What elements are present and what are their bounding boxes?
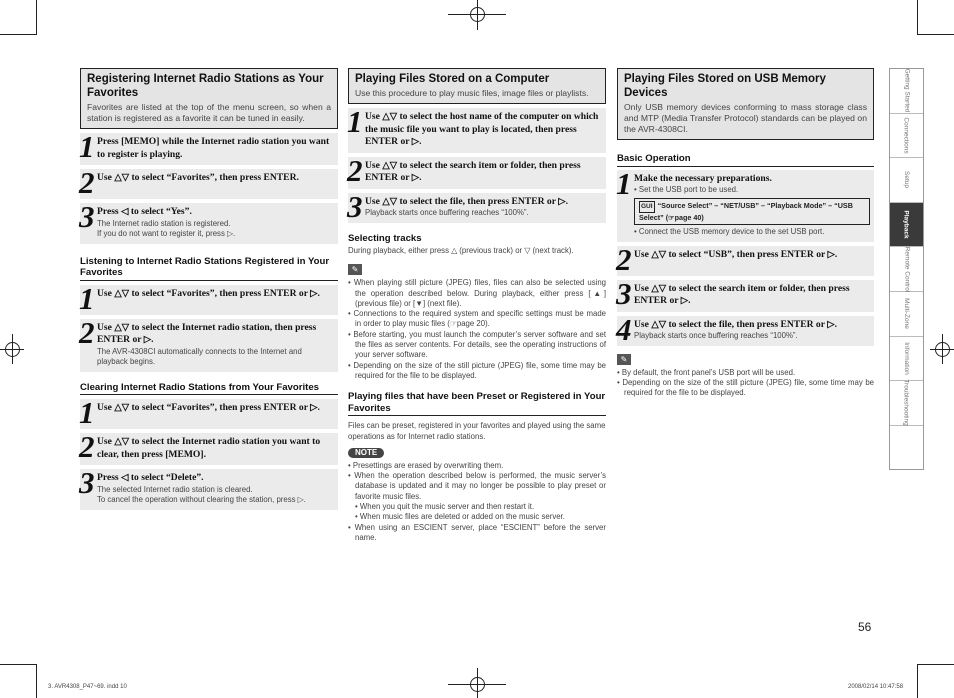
step-3	[79, 199, 338, 244]
step-number: 1	[79, 280, 95, 316]
section-header	[617, 68, 874, 140]
registration-mark	[935, 342, 950, 357]
step-number: 2	[79, 429, 95, 464]
section-header	[80, 68, 338, 129]
step-number: 1	[79, 129, 95, 164]
step-text: Use △▽ to select the Internet radio station you want to clear, then press [MEMO].	[97, 436, 321, 460]
tab-playback	[890, 203, 923, 248]
step-2	[79, 165, 338, 200]
tab-information	[890, 337, 923, 382]
column-internet-radio-favorites	[80, 68, 338, 510]
step-3	[347, 188, 606, 224]
step-text: Use △▽ to select “Favorites”, then press ENTER or ▷.	[97, 402, 320, 413]
step-text: Use △▽ to select the host name of the computer on which the music file you want to play is located, then press ENTER or ▷.	[365, 111, 599, 147]
step-detail: To cancel the operation without clearing the station, press ▷.	[97, 495, 306, 504]
tab-label: Multi-Zone	[903, 298, 910, 330]
gui-menu-path	[634, 198, 870, 225]
step-number: 2	[347, 152, 363, 188]
tab-label: Information	[903, 342, 910, 375]
gui-path-text: “Source Select” – “NET/USB” – “Playback Mode” – “USB Select” (☞page 40)	[639, 201, 853, 222]
step-1	[79, 280, 338, 316]
step-detail: The selected Internet radio station is cleared.	[97, 484, 253, 494]
tab-getting-started	[890, 69, 923, 114]
step-text: Press ◁ to select “Yes”.	[97, 206, 192, 217]
bullet-text: When music files are deleted or added on the music server.	[359, 512, 565, 522]
bullet-list	[348, 461, 606, 543]
bullet-item: • Set the USB port to be used.	[634, 185, 739, 194]
section-title: Playing Files Stored on USB Memory Devices	[624, 73, 826, 99]
bullet-text: Set the USB port to be used.	[638, 185, 739, 194]
step-3	[79, 465, 338, 510]
subheading: Playing files that have been Preset or Registered in Your Favorites	[348, 391, 606, 416]
paragraph: During playback, either press △ (previous track) or ▽ (next track).	[348, 246, 574, 255]
bullet-list	[348, 278, 606, 381]
subheading: Basic Operation	[617, 153, 874, 167]
tab-label: Troubleshooting	[903, 379, 910, 427]
section-description: Use this procedure to play music files, image files or playlists.	[355, 88, 589, 98]
step-1	[347, 104, 606, 153]
step-1	[79, 129, 338, 165]
step-number: 2	[79, 314, 95, 350]
step-list	[616, 241, 874, 347]
step-number: 3	[616, 275, 632, 311]
page-number: 56	[858, 620, 872, 634]
crop-mark	[36, 664, 37, 698]
bullet-item: • When using an ESCIENT server, place “ESCIENT” before the server name.	[348, 522, 606, 542]
step-text: Use △▽ to select the Internet radio station, then press ENTER or ▷.	[97, 321, 317, 345]
step-number: 1	[347, 104, 363, 139]
step-2	[616, 241, 874, 277]
tab-troubleshooting	[890, 381, 923, 426]
bullet-text: When using an ESCIENT server, place “ESCIENT” before the server name.	[354, 522, 606, 542]
crop-mark	[36, 0, 37, 34]
step-list	[79, 129, 338, 244]
step-text: Press ◁ to select “Delete”.	[97, 472, 204, 483]
note-badge: NOTE	[348, 448, 384, 458]
step-text: Use △▽ to select the file, then press ENTER or ▷.	[365, 195, 568, 207]
pencil-icon: ✎	[348, 264, 362, 275]
step-1	[79, 395, 338, 430]
tab-label: Connections	[903, 117, 911, 154]
bullet-item: • Connect the USB memory device to the set USB port.	[634, 227, 825, 237]
step-number: 3	[347, 188, 363, 224]
step-number: 3	[79, 465, 95, 500]
registration-mark	[470, 677, 485, 692]
paragraph: Files can be preset, registered in your favorites and played using the same operations as for Internet radio stations.	[348, 421, 606, 441]
section-title: Playing Files Stored on a Computer	[355, 73, 550, 85]
step-detail: Playback starts once buffering reaches “100%”.	[365, 208, 529, 217]
bullet-text: When the operation described below is performed, the music server’s database is updated and it may no longer be possible to play preset or favorite music files.	[354, 471, 606, 501]
bullet-text: When playing still picture (JPEG) files, files can also be selected using the operation described below. During playback, either press [▲] (previous file) or [▼] (next file).	[353, 278, 607, 308]
tab-setup	[890, 158, 923, 203]
bullet-item: • By default, the front panel’s USB port will be used.	[617, 367, 796, 377]
bullet-item: • Before starting, you must launch the computer’s server software and set the files as server contents. For details, see the operating instructions of your server software.	[348, 329, 607, 360]
bullet-item: • When you quit the music server and then restart it.	[355, 502, 535, 512]
bullet-item: • When music files are deleted or added on the music server.	[355, 512, 565, 522]
step-2	[347, 152, 606, 189]
bullet-item: • When the operation described below is performed, the music server’s database is updated and it may no longer be possible to play preset or favorite music files.	[348, 471, 606, 501]
step-4	[616, 311, 874, 347]
section-description: Favorites are listed at the top of the menu screen, so when a station is registered as a favorite it can be tuned in easily.	[87, 102, 331, 123]
step-number: 1	[79, 395, 95, 430]
tab-multi-zone	[890, 292, 923, 337]
crop-mark	[917, 664, 918, 698]
step-number: 1	[616, 165, 632, 201]
step-2	[79, 314, 338, 372]
bullet-text: Connections to the required system and specific settings must be made in order to play music files (☞page 20).	[353, 309, 606, 329]
bullet-text: By default, the front panel’s USB port will be used.	[621, 367, 796, 377]
tab-remote-control	[890, 247, 923, 292]
step-number: 4	[616, 311, 632, 347]
bullet-text: Before starting, you must launch the computer’s server software and set the files as server contents. For details, see the operating instructions of your server software.	[353, 329, 607, 360]
step-detail: Playback starts once buffering reaches “100%”.	[634, 331, 798, 341]
bullet-list	[617, 368, 874, 399]
bullet-text: Depending on the size of the still picture (JPEG) file, some time may be required for the file to be displayed.	[622, 377, 874, 398]
gui-icon: GUI	[639, 201, 655, 213]
step-text: Use △▽ to select the search item or folder, then press ENTER or ▷.	[365, 159, 581, 183]
footer-file: 3. AVR4308_P47~69. indd 10	[48, 684, 127, 690]
tab-connections	[890, 114, 923, 159]
step-number: 2	[616, 241, 632, 277]
crop-mark	[0, 664, 37, 665]
step-number: 2	[79, 165, 95, 200]
bullet-item: • Presettings are erased by overwriting them.	[348, 460, 504, 470]
step-text: Use △▽ to select the file, then press ENTER or ▷.	[634, 318, 837, 330]
bullet-text: When you quit the music server and then restart it.	[359, 502, 535, 512]
column-usb-playback	[617, 68, 874, 398]
subheading: Selecting tracks	[348, 232, 422, 244]
bullet-item: • Depending on the size of the still picture (JPEG) file, some time may be required for the file to be displayed.	[617, 377, 874, 398]
step-3	[616, 275, 874, 312]
step-text: Use △▽ to select “Favorites”, then press ENTER or ▷.	[97, 287, 320, 299]
section-header	[348, 68, 606, 104]
step-text: Make the necessary preparations.	[634, 172, 772, 184]
bullet-item: • Depending on the size of the still picture (JPEG) file, some time may be required for the file to be displayed.	[348, 360, 606, 380]
step-detail: If you do not want to register it, press ▷.	[97, 229, 236, 238]
registration-mark	[470, 7, 485, 22]
section-description: Only USB memory devices conforming to mass storage class and MTP (Media Transfer Protocol) standards can be played on the AVR-4308CI.	[624, 102, 867, 134]
step-1	[616, 165, 874, 242]
step-number: 3	[79, 199, 95, 234]
registration-mark	[5, 342, 20, 357]
chapter-tabs	[889, 68, 924, 470]
bullet-text: Presettings are erased by overwriting them.	[352, 460, 504, 470]
step-text: Use △▽ to select “Favorites”, then press ENTER.	[97, 172, 299, 183]
tab-label: Remote Control	[903, 246, 910, 292]
column-computer-playback	[348, 68, 606, 543]
crop-mark	[917, 0, 918, 34]
step-detail: The Internet radio station is registered.	[97, 218, 231, 228]
subheading: Listening to Internet Radio Stations Registered in Your Favorites	[80, 256, 338, 281]
crop-mark	[917, 664, 954, 665]
bullet-text: Depending on the size of the still picture (JPEG) file, some time may be required for the file to be displayed.	[353, 360, 606, 380]
step-detail: The AVR-4308CI automatically connects to the Internet and playback begins.	[97, 346, 302, 366]
section-title: Registering Internet Radio Stations as Your Favorites	[87, 73, 324, 99]
step-text: Press [MEMO] while the Internet radio station you want to register is playing.	[97, 136, 330, 160]
step-text: Use △▽ to select the search item or folder, then press ENTER or ▷.	[634, 282, 850, 307]
step-list	[347, 104, 606, 224]
tab-label: Playback	[903, 210, 910, 239]
step-2	[79, 429, 338, 465]
step-text: Use △▽ to select “USB”, then press ENTER or ▷.	[634, 248, 838, 260]
bullet-item: • When playing still picture (JPEG) files, files can also be selected using the operation described below. During playback, either press [▲] (previous file) or [▼] (next file).	[348, 278, 607, 308]
step-list	[79, 395, 338, 510]
tab-label: Setup	[903, 171, 910, 189]
bullet-item: • Connections to the required system and specific settings must be made in order to play music files (☞page 20).	[348, 309, 606, 329]
bullet-text: Connect the USB memory device to the set USB port.	[638, 227, 825, 237]
step-list	[79, 280, 338, 372]
tab-label: Getting Started	[903, 68, 911, 113]
crop-mark	[0, 34, 37, 35]
subheading: Clearing Internet Radio Stations from Your Favorites	[80, 382, 338, 396]
crop-mark	[917, 34, 954, 35]
pencil-icon: ✎	[617, 354, 631, 365]
footer-timestamp: 2008/02/14 10:47:58	[848, 684, 904, 690]
